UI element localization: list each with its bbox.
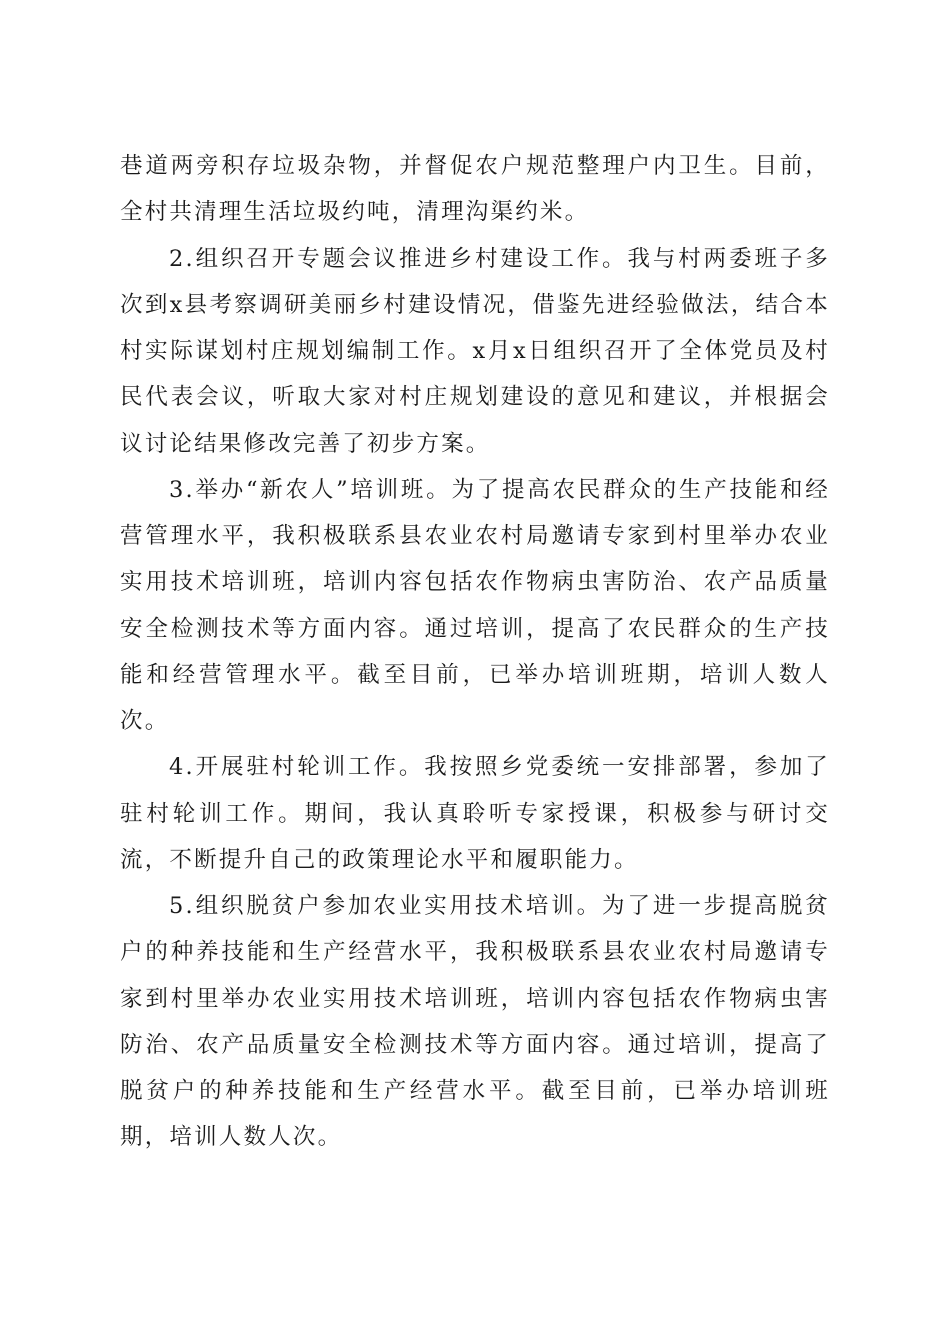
paragraph-item-2: 2.组织召开专题会议推进乡村建设工作。我与村两委班子多次到x县考察调研美丽乡村建设情况，借鉴先进经验做法，结合本村实际谋划村庄规划编制工作。x月x日组织召开了全体党员及村民代表会议，听取大家对村庄规划建设的意见和建议，并根据会议讨论结果修改完善了初步方案。 — [120, 245, 830, 457]
paragraph-item-3: 3.举办“新农人”培训班。为了提高农民群众的生产技能和经营管理水平，我积极联系县农业农村局邀请专家到村里举办农业实用技术培训班，培训内容包括农作物病虫害防治、农产品质量安全检测技术等方面内容。通过培训，提高了农民群众的生产技能和经营管理水平。截至目前，已举办培训班期，培训人数人次。 — [120, 476, 830, 734]
paragraph-item-5: 5.组织脱贫户参加农业实用技术培训。为了进一步提高脱贫户的种养技能和生产经营水平，我积极联系县农业农村局邀请专家到村里举办农业实用技术培训班，培训内容包括农作物病虫害防治、农产品质量安全检测技术等方面内容。通过培训，提高了脱贫户的种养技能和生产经营水平。截至目前，已举办培训班期，培训人数人次。 — [120, 893, 830, 1151]
paragraph-continuation: 巷道两旁积存垃圾杂物，并督促农户规范整理户内卫生。目前，全村共清理生活垃圾约吨，清理沟渠约米。 — [120, 153, 830, 226]
paragraph-item-4: 4.开展驻村轮训工作。我按照乡党委统一安排部署，参加了驻村轮训工作。期间，我认真聆听专家授课，积极参与研讨交流，不断提升自己的政策理论水平和履职能力。 — [120, 754, 830, 873]
document-body — [120, 143, 830, 1161]
